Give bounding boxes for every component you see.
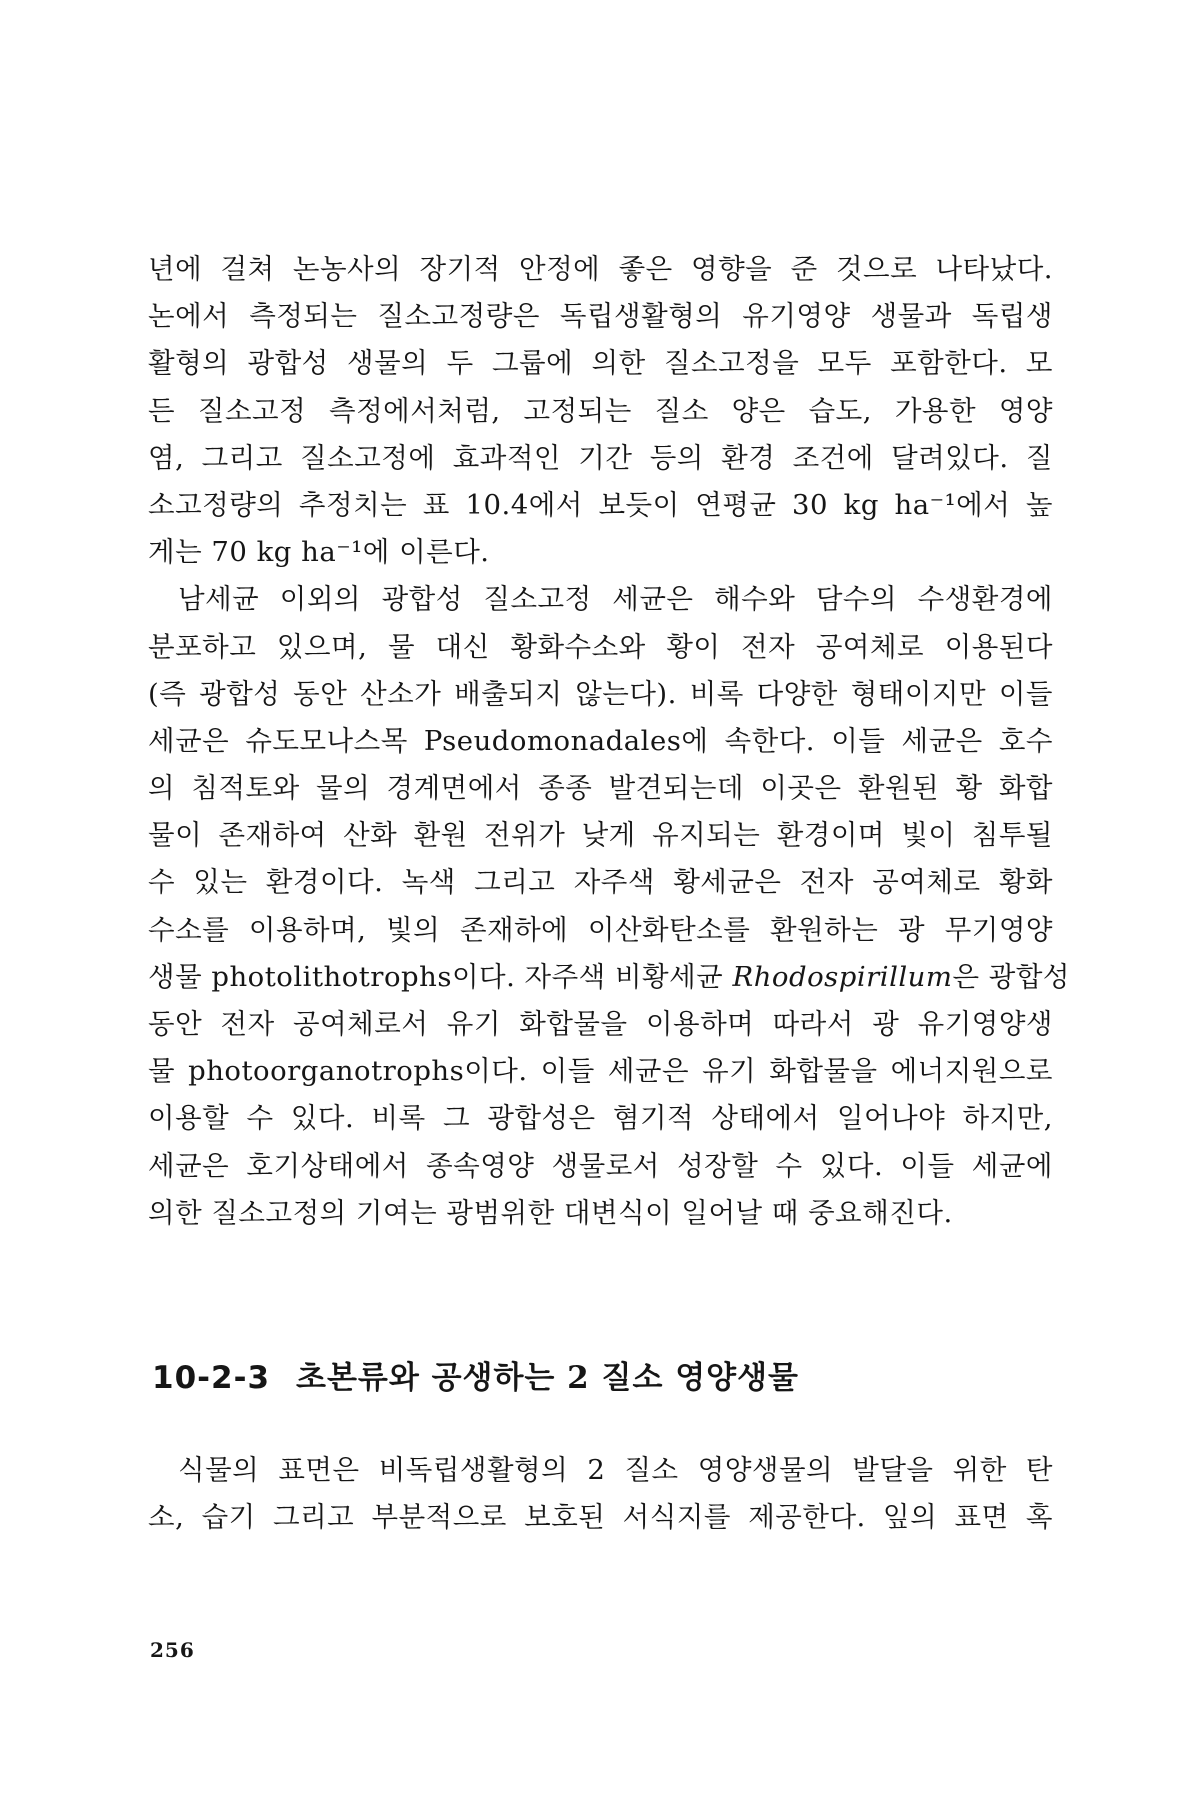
paragraph1-line: 년에 걸쳐 논농사의 장기적 안정에 좋은 영향을 준 것으로 나타났다.	[148, 253, 1053, 285]
paragraph1-line: 논에서 측정되는 질소고정량은 독립생활형의 유기영양 생물과 독립생	[148, 300, 1053, 333]
paragraph1-line: 게는 70 kg ha⁻¹에 이른다.	[148, 536, 490, 569]
paragraph3-line: 식물의 표면은 비독립생활형의 2 질소 영양생물의 발달을 위한 탄	[178, 1454, 1053, 1486]
paragraph2-line: 분포하고 있으며, 물 대신 황화수소와 황이 전자 공여체로 이용된다	[148, 630, 1053, 663]
paragraph1-line: 소고정량의 추정치는 표 10.4에서 보듯이 연평균 30 kg ha⁻¹에서 높	[148, 488, 1053, 521]
paragraph2-line: 수 있는 환경이다. 녹색 그리고 자주색 황세균은 전자 공여체로 황화	[148, 866, 1053, 899]
section-heading	[152, 1352, 799, 1397]
section-title: 초본류와 공생하는 2 질소 영양생물	[296, 1360, 799, 1396]
paragraph2-line: 물이 존재하여 산화 환원 전위가 낮게 유지되는 환경이며 빛이 침투될	[148, 819, 1053, 852]
paragraph3-line: 소, 습기 그리고 부분적으로 보호된 서식지를 제공한다. 잎의 표면 혹	[148, 1501, 1053, 1534]
paragraph2-line: 의한 질소고정의 기여는 광범위한 대변식이 일어날 때 중요해진다.	[148, 1196, 953, 1229]
paragraph2-line: (즉 광합성 동안 산소가 배출되지 않는다). 비록 다양한 형태이지만 이들	[148, 677, 1053, 710]
body-text	[148, 246, 1070, 1237]
line-suffix: 은 광합성	[952, 960, 1070, 993]
paragraph2-line: 세균은 슈도모나스목 Pseudomonadales에 속한다. 이들 세균은 호수	[148, 724, 1053, 757]
paragraph3	[148, 1443, 1053, 1537]
line-prefix: 생물 photolithotrophs이다. 자주색 비황세균	[148, 960, 733, 993]
paragraph1-line: 든 질소고정 측정에서처럼, 고정되는 질소 양은 습도, 가용한 영양	[148, 394, 1053, 427]
section-number: 10-2-3	[152, 1360, 271, 1396]
paragraph1-line: 활형의 광합성 생물의 두 그룹에 의한 질소고정을 모두 포함한다. 모	[148, 347, 1053, 380]
paragraph2-line: 세균은 호기상태에서 종속영양 생물로서 성장할 수 있다. 이들 세균에	[148, 1149, 1053, 1182]
paragraph2-line: 수소를 이용하며, 빛의 존재하에 이산화탄소를 환원하는 광 무기영양	[148, 913, 1053, 946]
genus-name: Rhodospirillum	[732, 960, 953, 993]
page-number: 256	[150, 1638, 195, 1662]
paragraph2-line: 남세균 이외의 광합성 질소고정 세균은 해수와 담수의 수생환경에	[178, 583, 1053, 616]
paragraph2-line: 의 침적토와 물의 경계면에서 종종 발견되는데 이곳은 환원된 황 화합	[148, 772, 1053, 805]
paragraph2-line-rhodospirillum	[148, 954, 1070, 1001]
paragraph2-line: 동안 전자 공여체로서 유기 화합물을 이용하며 따라서 광 유기영양생	[148, 1008, 1053, 1040]
paragraph2-line: 이용할 수 있다. 비록 그 광합성은 혐기적 상태에서 일어나야 하지만,	[148, 1102, 1053, 1135]
paragraph2-line: 물 photoorganotrophs이다. 이들 세균은 유기 화합물을 에너지원으로	[148, 1055, 1053, 1088]
paragraph1-line: 염, 그리고 질소고정에 효과적인 기간 등의 환경 조건에 달려있다. 질	[148, 441, 1053, 474]
